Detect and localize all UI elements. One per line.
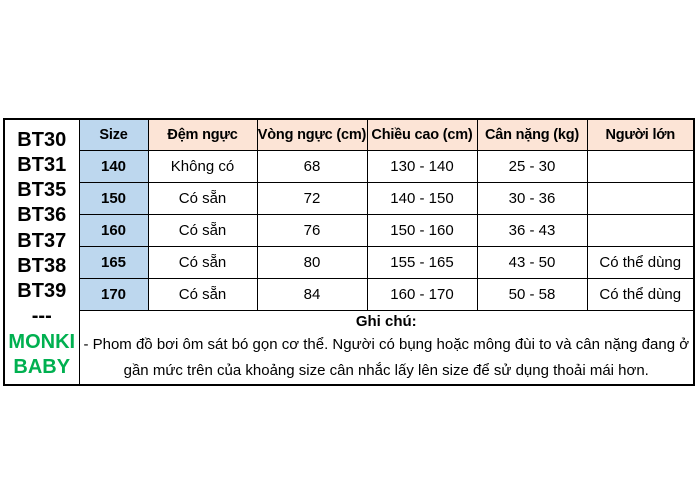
col-header-size: Size	[79, 119, 148, 150]
brand-name: BABY	[13, 355, 71, 378]
adult-usable-value	[587, 182, 694, 214]
weight-range-value: 36 - 43	[477, 214, 587, 246]
product-code: BT37	[17, 229, 67, 252]
chest-pad-value: Có sẵn	[148, 246, 257, 278]
size-chart-table	[3, 118, 695, 386]
table-row	[4, 214, 694, 246]
table-row	[4, 246, 694, 278]
height-range-value: 150 - 160	[367, 214, 477, 246]
chest-circumference-value: 76	[257, 214, 367, 246]
chest-circumference-value: 80	[257, 246, 367, 278]
weight-range-value: 25 - 30	[477, 150, 587, 182]
note-title: Ghi chú:	[355, 312, 417, 330]
chest-pad-value: Có sẵn	[148, 214, 257, 246]
size-value: 165	[79, 246, 148, 278]
col-header-can-nang: Cân nặng (kg)	[477, 119, 587, 150]
product-code: BT39	[17, 280, 67, 303]
height-range-value: 140 - 150	[367, 182, 477, 214]
header-row	[4, 119, 694, 150]
note-row	[4, 310, 694, 385]
note-body: - Phom đồ bơi ôm sát bó gọn cơ thể. Người có bụng hoặc mông đùi to và cân nặng đang ở gần mức trên của khoảng size cân nhắc lấy lên size để sử dụng thoải mái hơn.	[83, 335, 690, 379]
height-range-value: 160 - 170	[367, 278, 477, 310]
col-header-vong-nguc: Vòng ngực (cm)	[257, 119, 367, 150]
brand-name: MONKI	[8, 330, 76, 353]
weight-range-value: 50 - 58	[477, 278, 587, 310]
product-code: BT36	[17, 204, 67, 227]
product-code: BT35	[17, 179, 67, 202]
size-chart-sheet	[3, 118, 695, 386]
weight-range-value: 30 - 36	[477, 182, 587, 214]
size-value: 170	[79, 278, 148, 310]
chest-pad-value: Không có	[148, 150, 257, 182]
adult-usable-value: Có thể dùng	[587, 278, 694, 310]
product-code: BT30	[17, 128, 67, 151]
product-codes-list	[5, 124, 79, 382]
product-code: BT31	[17, 153, 67, 176]
height-range-value: 155 - 165	[367, 246, 477, 278]
chest-pad-value: Có sẵn	[148, 182, 257, 214]
size-value: 140	[79, 150, 148, 182]
size-value: 150	[79, 182, 148, 214]
col-header-chieu-cao: Chiều cao (cm)	[367, 119, 477, 150]
adult-usable-value	[587, 150, 694, 182]
codes-divider: ---	[31, 305, 52, 328]
chest-circumference-value: 68	[257, 150, 367, 182]
table-row	[4, 150, 694, 182]
col-header-nguoi-lon: Người lớn	[587, 119, 694, 150]
table-row	[4, 278, 694, 310]
chest-circumference-value: 72	[257, 182, 367, 214]
table-row	[4, 182, 694, 214]
note-cell	[79, 310, 694, 385]
col-header-dem-nguc: Đệm ngực	[148, 119, 257, 150]
adult-usable-value: Có thể dùng	[587, 246, 694, 278]
adult-usable-value	[587, 214, 694, 246]
chest-circumference-value: 84	[257, 278, 367, 310]
weight-range-value: 43 - 50	[477, 246, 587, 278]
height-range-value: 130 - 140	[367, 150, 477, 182]
size-value: 160	[79, 214, 148, 246]
product-code: BT38	[17, 254, 67, 277]
product-codes-cell	[4, 119, 79, 385]
chest-pad-value: Có sẵn	[148, 278, 257, 310]
